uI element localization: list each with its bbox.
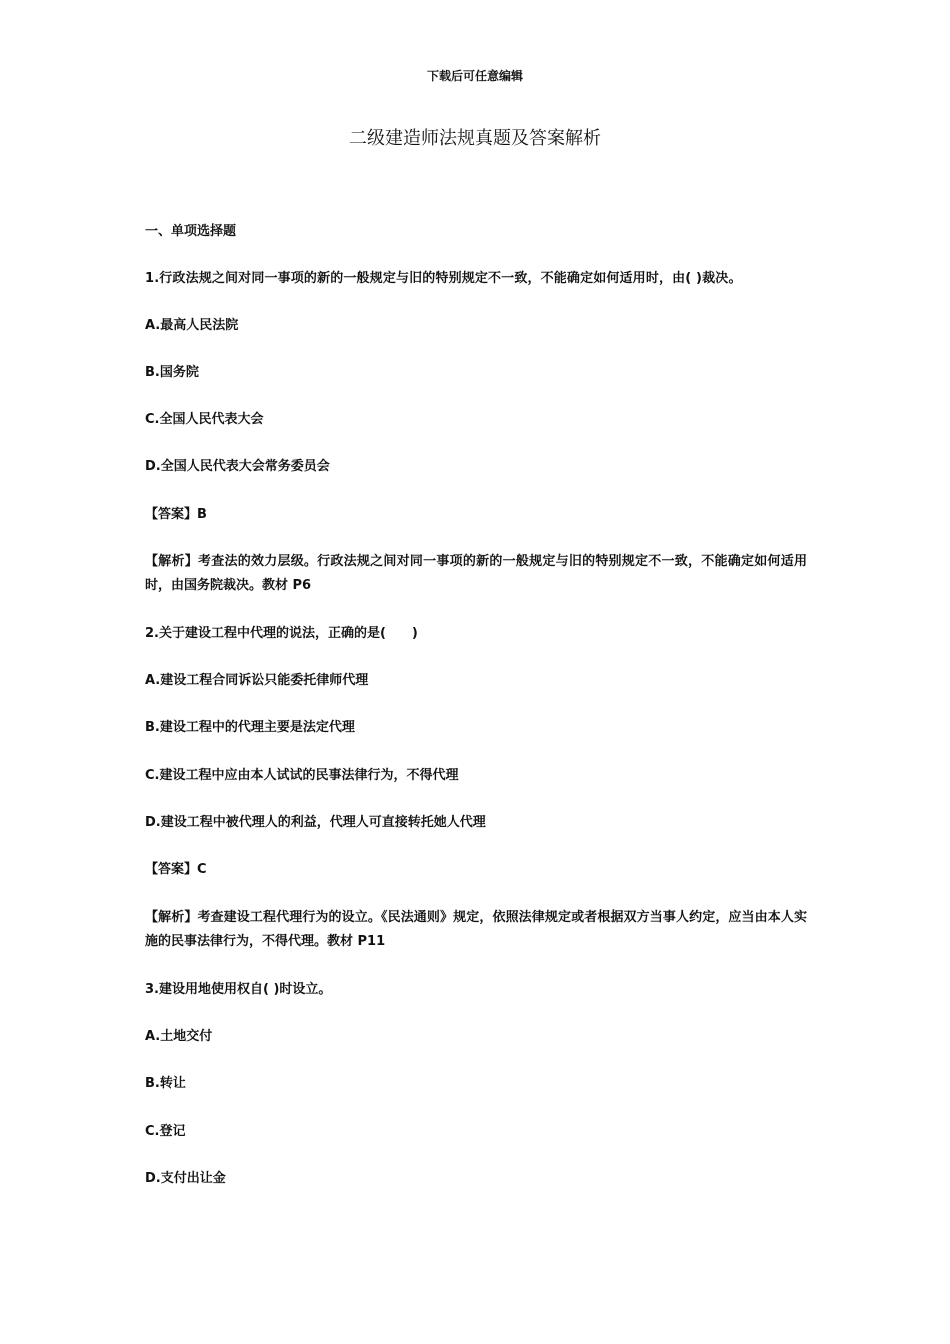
section-heading: 一、单项选择题 <box>145 224 237 239</box>
question-2-option-a: A.建设工程合同诉讼只能委托律师代理 <box>145 673 369 688</box>
question-3-option-d: D.支付出让金 <box>145 1171 226 1186</box>
question-3-stem: 3.建设用地使用权自( )时设立。 <box>145 982 332 997</box>
question-3-option-b: B.转让 <box>145 1076 186 1091</box>
question-3-option-a: A.土地交付 <box>145 1029 213 1044</box>
question-2-analysis: 【解析】考查建设工程代理行为的设立。《民法通则》规定，依照法律规定或者根据双方当事人约定，应当由本人实施的民事法律行为，不得代理。教材 P11 <box>145 910 807 949</box>
header-note: 下载后可任意编辑 <box>426 69 523 83</box>
question-1-analysis: 【解析】考查法的效力层级。行政法规之间对同一事项的新的一般规定与旧的特别规定不一致，不能确定如何适用时，由国务院裁决。教材 P6 <box>145 554 807 593</box>
question-1-option-b: B.国务院 <box>145 365 199 380</box>
question-3-option-c: C.登记 <box>145 1124 186 1139</box>
question-2-stem: 2.关于建设工程中代理的说法，正确的是( ) <box>145 626 418 641</box>
question-2-option-c: C.建设工程中应由本人试试的民事法律行为，不得代理 <box>145 768 459 783</box>
question-1-option-a: A.最高人民法院 <box>145 318 239 333</box>
question-2-option-b: B.建设工程中的代理主要是法定代理 <box>145 720 355 735</box>
question-1-option-c: C.全国人民代表大会 <box>145 412 264 427</box>
question-2-answer: 【答案】C <box>145 862 207 877</box>
question-1-stem: 1.行政法规之间对同一事项的新的一般规定与旧的特别规定不一致，不能确定如何适用时，由( )裁决。 <box>145 271 742 286</box>
question-2-option-d: D.建设工程中被代理人的利益，代理人可直接转托她人代理 <box>145 815 486 830</box>
question-1-option-d: D.全国人民代表大会常务委员会 <box>145 459 330 474</box>
document-title: 二级建造师法规真题及答案解析 <box>349 128 601 149</box>
question-1-answer: 【答案】B <box>145 507 207 522</box>
